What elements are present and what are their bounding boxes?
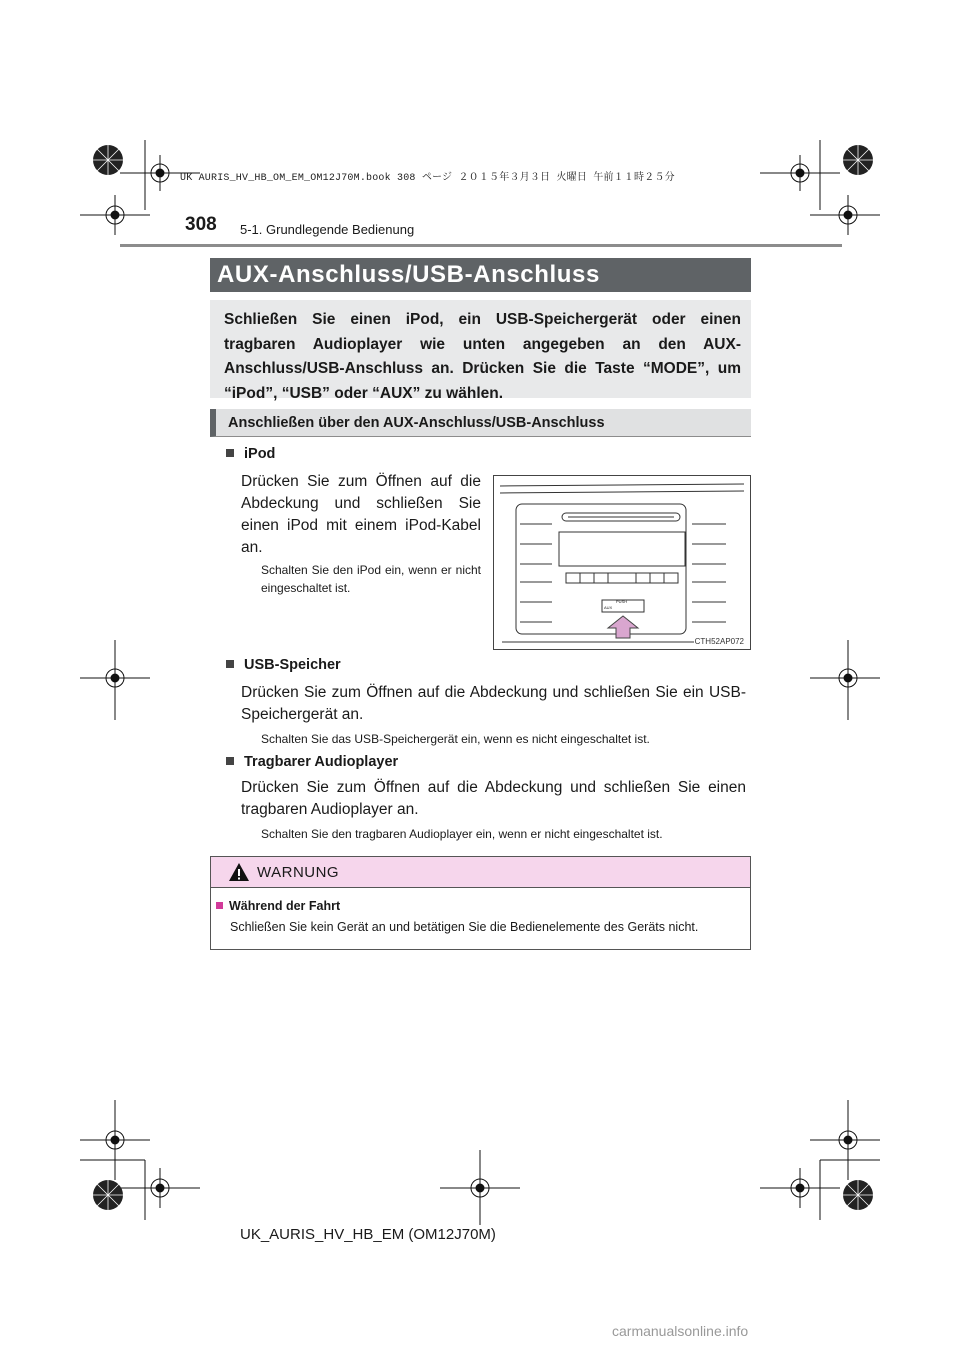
warning-box [210, 856, 751, 950]
bullet-square-icon [216, 902, 223, 909]
item-note-ipod: Schalten Sie den iPod ein, wenn er nicht eingeschaltet ist. [261, 563, 481, 595]
item-heading-usb: USB-Speicher [226, 657, 341, 673]
subsection-label: Anschließen über den AUX-Anschluss/USB-Anschluss [228, 415, 605, 431]
intro-box [210, 300, 751, 402]
warning-subheading: Während der Fahrt [216, 899, 340, 913]
bullet-square-icon [226, 757, 234, 765]
page-number: 308 [185, 214, 217, 235]
port-label-push: PUSH [616, 599, 628, 604]
header-rule [120, 244, 842, 247]
port-label-aux: AUX [604, 605, 613, 610]
figure-audio-unit [493, 475, 751, 650]
figure-code: CTH52AP072 [694, 637, 744, 646]
book-file-line: UK AURIS_HV_HB_OM_EM_OM12J70M.book 308 ページ ２０１５年３月３日 火曜日 午前１１時２５分 [180, 173, 675, 184]
watermark: carmanualsonline.info [612, 1323, 749, 1339]
warning-title: WARNUNG [257, 864, 340, 881]
item-note-usb: Schalten Sie das USB-Speichergerät ein, wenn es nicht eingeschaltet ist. [261, 732, 650, 746]
item-heading-ipod: iPod [226, 446, 275, 462]
footer-document-id: UK_AURIS_HV_HB_EM (OM12J70M) [240, 1226, 496, 1243]
warning-header [211, 857, 750, 888]
bullet-square-icon [226, 449, 234, 457]
audio-unit-illustration [494, 476, 750, 649]
item-heading-audioplayer: Tragbarer Audioplayer [226, 754, 398, 770]
warning-text: Schließen Sie kein Gerät an und betätigen Sie die Bedienelemente des Geräts nicht. [230, 920, 699, 934]
item-text-usb: Drücken Sie zum Öffnen auf die Abdeckung und schließen Sie ein USB-Speichergerät an. [241, 684, 746, 723]
page-title: AUX-Anschluss/USB-Anschluss [210, 258, 751, 292]
section-label: 5-1. Grundlegende Bedienung [240, 222, 415, 237]
warning-triangle-icon [228, 862, 250, 882]
item-note-audioplayer: Schalten Sie den tragbaren Audioplayer ein, wenn er nicht eingeschaltet ist. [261, 827, 663, 841]
subsection-heading [210, 409, 751, 437]
bullet-square-icon [226, 660, 234, 668]
item-text-audioplayer: Drücken Sie zum Öffnen auf die Abdeckung und schließen Sie einen tragbaren Audioplayer an. [241, 779, 746, 818]
item-text-ipod: Drücken Sie zum Öffnen auf die Abdeckung und schließen Sie einen iPod mit einem iPod-Kabel an. [241, 473, 481, 556]
intro-text: Schließen Sie einen iPod, ein USB-Speichergerät oder einen tragbaren Audioplayer wie unten angegeben an den AUX-Anschluss/USB-Anschluss an. Drücken Sie die Taste “MODE”, um “iPod”, “USB” oder “AUX” zu wählen. [224, 311, 741, 402]
arrow-icon [608, 616, 638, 638]
